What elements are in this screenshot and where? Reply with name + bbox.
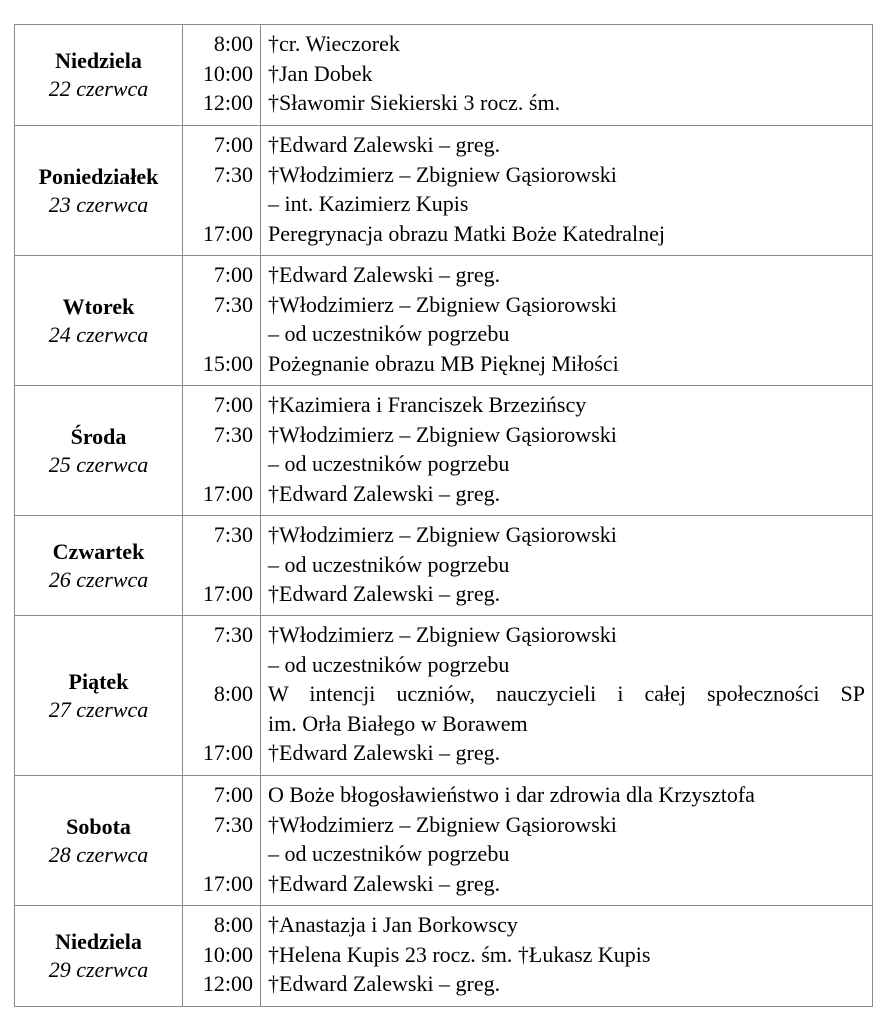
mass-intention: – int. Kazimierz Kupis xyxy=(268,191,469,217)
mass-intention: †cr. Wieczorek xyxy=(268,31,400,56)
day-row xyxy=(15,906,873,1007)
mass-intention: †Edward Zalewski – greg. xyxy=(268,132,501,157)
mass-time: 7:30 xyxy=(213,291,253,317)
intentions-cell xyxy=(261,616,873,776)
mass-time: 7:00 xyxy=(213,132,253,157)
day-date: 23 czerwca xyxy=(48,191,149,217)
day-date: 26 czerwca xyxy=(48,566,149,592)
day-cell xyxy=(15,776,183,906)
mass-time: 7:00 xyxy=(213,392,253,417)
mass-intention: – od uczestników pogrzebu xyxy=(268,651,510,677)
times-cell xyxy=(183,256,261,386)
times-cell xyxy=(183,776,261,906)
day-cell xyxy=(15,516,183,616)
mass-intention: †Edward Zalewski – greg. xyxy=(268,581,501,607)
day-cell xyxy=(15,616,183,776)
intentions-cell xyxy=(261,776,873,906)
day-date: 29 czerwca xyxy=(48,957,149,982)
mass-intention: †Jan Dobek xyxy=(268,60,373,86)
day-cell xyxy=(15,906,183,1007)
day-row xyxy=(15,25,873,126)
mass-time: 17:00 xyxy=(202,581,253,607)
intentions-cell xyxy=(261,386,873,516)
day-name: Niedziela xyxy=(55,929,142,954)
mass-time: 17:00 xyxy=(202,870,253,896)
day-cell xyxy=(15,386,183,516)
times-cell xyxy=(183,386,261,516)
mass-time: 17:00 xyxy=(202,480,253,506)
intentions-cell xyxy=(261,126,873,256)
mass-time: 15:00 xyxy=(202,350,253,376)
times-cell xyxy=(183,616,261,776)
times-cell xyxy=(183,25,261,126)
mass-time xyxy=(183,319,253,349)
times-cell xyxy=(183,126,261,256)
day-row xyxy=(15,516,873,616)
intentions-cell xyxy=(261,516,873,616)
mass-time: 12:00 xyxy=(202,90,253,116)
day-row xyxy=(15,616,873,776)
mass-time: 17:00 xyxy=(202,220,253,246)
day-row xyxy=(15,126,873,256)
mass-intention: Peregrynacja obrazu Matki Boże Katedralnej xyxy=(268,220,666,246)
mass-time: 7:30 xyxy=(213,421,253,447)
mass-intention: †Sławomir Siekierski 3 rocz. śm. xyxy=(268,90,561,116)
mass-intention: im. Orła Białego w Borawem xyxy=(268,710,528,736)
mass-intention: †Edward Zalewski – greg. xyxy=(268,870,501,896)
mass-time: 8:00 xyxy=(213,912,253,937)
mass-time: 8:00 xyxy=(213,31,253,56)
mass-time: 7:30 xyxy=(213,161,253,187)
mass-intention: – od uczestników pogrzebu xyxy=(268,451,510,477)
day-name: Niedziela xyxy=(55,48,142,73)
day-date: 25 czerwca xyxy=(48,451,149,477)
mass-time xyxy=(183,650,253,680)
day-row xyxy=(15,776,873,906)
day-name: Wtorek xyxy=(62,293,135,319)
day-cell xyxy=(15,256,183,386)
mass-intention: †Anastazja i Jan Borkowscy xyxy=(268,912,518,937)
day-name: Środa xyxy=(70,423,127,449)
intentions-cell xyxy=(261,25,873,126)
mass-intention: †Edward Zalewski – greg. xyxy=(268,740,501,766)
day-name: Piątek xyxy=(68,668,129,694)
mass-intention: †Edward Zalewski – greg. xyxy=(268,480,501,506)
mass-intention: †Włodzimierz – Zbigniew Gąsiorowski xyxy=(268,522,617,547)
mass-time xyxy=(183,839,253,869)
intentions-cell xyxy=(261,256,873,386)
day-row xyxy=(15,256,873,386)
mass-intention: – od uczestników pogrzebu xyxy=(268,321,510,347)
day-name: Sobota xyxy=(66,813,131,839)
mass-intention: †Włodzimierz – Zbigniew Gąsiorowski xyxy=(268,622,617,647)
mass-intention: †Włodzimierz – Zbigniew Gąsiorowski xyxy=(268,421,617,447)
mass-time: 17:00 xyxy=(202,740,253,766)
mass-time: 8:00 xyxy=(213,681,253,707)
mass-time xyxy=(183,709,253,739)
mass-intention: – od uczestników pogrzebu xyxy=(268,841,510,867)
mass-intention: †Helena Kupis 23 rocz. śm. †Łukasz Kupis xyxy=(268,941,651,967)
mass-time: 10:00 xyxy=(202,941,253,967)
mass-time: 7:30 xyxy=(213,811,253,837)
mass-time: 7:00 xyxy=(213,782,253,807)
day-date: 22 czerwca xyxy=(48,76,149,101)
day-cell xyxy=(15,25,183,126)
times-cell xyxy=(183,516,261,616)
mass-intention: Pożegnanie obrazu MB Pięknej Miłości xyxy=(268,350,619,376)
times-cell xyxy=(183,906,261,1007)
day-cell xyxy=(15,126,183,256)
mass-intention: W intencji uczniów, nauczycieli i całej społeczności SP xyxy=(268,681,865,707)
mass-time: 7:30 xyxy=(213,522,253,547)
mass-time xyxy=(183,550,253,580)
mass-intention: †Włodzimierz – Zbigniew Gąsiorowski xyxy=(268,811,617,837)
day-date: 27 czerwca xyxy=(48,696,149,722)
mass-time: 7:30 xyxy=(213,622,253,647)
intentions-cell xyxy=(261,906,873,1007)
mass-intention: †Włodzimierz – Zbigniew Gąsiorowski xyxy=(268,161,617,187)
day-name: Czwartek xyxy=(52,538,145,564)
mass-intention: †Edward Zalewski – greg. xyxy=(268,971,501,997)
mass-intention: O Boże błogosławieństwo i dar zdrowia dla Krzysztofa xyxy=(268,782,755,807)
mass-intention: †Edward Zalewski – greg. xyxy=(268,262,501,287)
day-row xyxy=(15,386,873,516)
mass-time: 10:00 xyxy=(202,60,253,86)
schedule-body xyxy=(15,25,873,1007)
day-date: 24 czerwca xyxy=(48,321,149,347)
mass-intention: – od uczestników pogrzebu xyxy=(268,551,510,577)
mass-intention: †Kazimiera i Franciszek Brzezińscy xyxy=(268,392,587,417)
day-date: 28 czerwca xyxy=(48,841,149,867)
day-name: Poniedziałek xyxy=(38,163,159,189)
mass-intention: †Włodzimierz – Zbigniew Gąsiorowski xyxy=(268,291,617,317)
mass-time: 7:00 xyxy=(213,262,253,287)
mass-time xyxy=(183,189,253,219)
mass-time xyxy=(183,449,253,479)
mass-schedule-table xyxy=(14,24,873,1007)
mass-time: 12:00 xyxy=(202,971,253,997)
